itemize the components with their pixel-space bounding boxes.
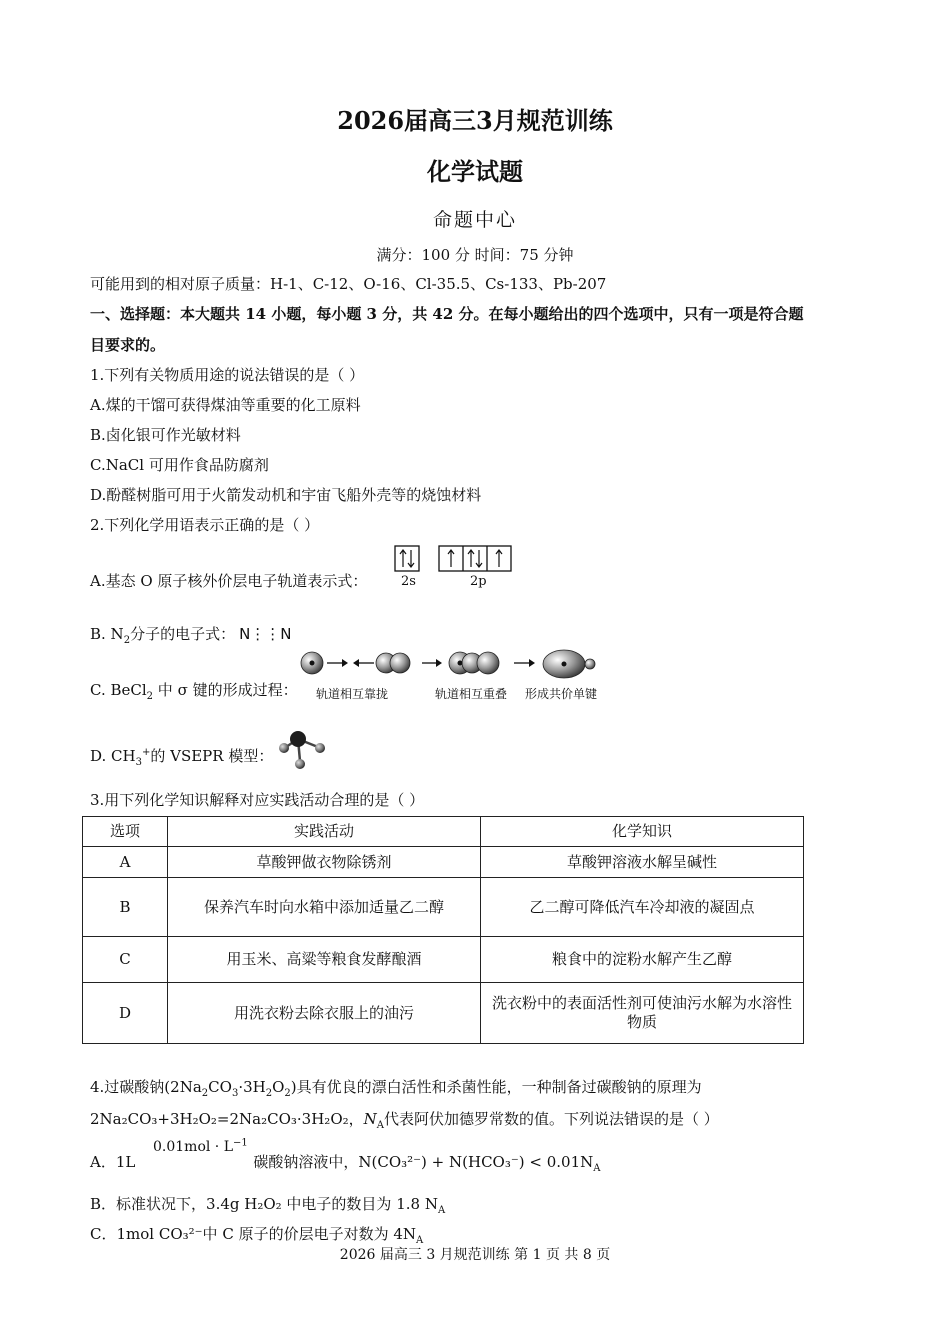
table-row (83, 937, 804, 983)
exam-title: 2026届高三3月规范训练 (337, 106, 613, 135)
q1-option-a: A.煤的干馏可获得煤油等重要的化工原料 (90, 396, 361, 414)
section-heading-line1: 一、选择题：本大题共 14 小题，每小题 3 分，共 42 分。在每小题给出的四个选项中，只有一项是符合题 (90, 305, 804, 323)
table-header-cell: 实践活动 (168, 817, 481, 847)
table-row (83, 878, 804, 937)
table-cell: 乙二醇可降低汽车冷却液的凝固点 (481, 878, 804, 937)
q2-stem: 2.下列化学用语表示正确的是（ ） (90, 516, 320, 534)
table-cell: D (83, 983, 168, 1044)
q4-stem-line1: 4.过碳酸钠$(2Na_2CO_3\cdot 3H_2O_2)$具有优良的漂白活性和杀菌性能，一种制备过碳酸钠的原理为 (90, 1078, 702, 1099)
q3-stem: 3.用下列化学知识解释对应实践活动合理的是（ ） (90, 791, 425, 809)
n2-electron-formula: N⋮⋮N (239, 625, 292, 643)
q2-option-a: A.基态 O 原子核外价层电子轨道表示式： (90, 572, 368, 590)
orbital-label-2p: 2p (470, 574, 487, 589)
table-cell: 洗衣粉中的表面活性剂可使油污水解为水溶性物质 (481, 983, 804, 1044)
table-cell: 草酸钾做衣物除锈剂 (168, 847, 481, 878)
sigma-caption-bond: 形成共价单键 (525, 687, 598, 701)
q1-stem: 1.下列有关物质用途的说法错误的是（ ） (90, 366, 365, 384)
q2-option-b: B. $N_2$分子的电子式： N⋮⋮N (90, 625, 292, 646)
table-row (83, 847, 804, 878)
table-cell: 用玉米、高粱等粮食发酵酿酒 (168, 937, 481, 983)
q4-concentration: $0.01mol \cdot L^{-1}$ (153, 1137, 248, 1155)
q4-option-a: A．1L 碳酸钠溶液中，$N(CO_3^{2-}) + N(HCO_3^-) < 0.01N_A$ (90, 1153, 601, 1174)
exam-meta: 满分：100 分 时间：75 分钟 (376, 246, 574, 264)
sigma-caption-approach: 轨道相互靠拢 (316, 687, 389, 701)
table-header-row (83, 817, 804, 847)
q1-option-d: D.酚醛树脂可用于火箭发动机和宇宙飞船外壳等的烧蚀材料 (90, 486, 482, 504)
page-footer: 2026 届高三 3 月规范训练 第 1 页 共 8 页 (339, 1247, 611, 1263)
q3-table (82, 816, 804, 1044)
section-heading-line2: 目要求的。 (90, 336, 166, 354)
table-cell: B (83, 878, 168, 937)
author-line: 命题中心 (432, 209, 517, 231)
q4-option-b: B．标准状况下，3.4g H₂O₂ 中电子的数目为 1.8 $N_A$ (90, 1195, 446, 1216)
table-row (83, 983, 804, 1044)
q4-stem-line2: 2Na₂CO₃+3H₂O₂=2Na₂CO₃·3H₂O₂，$N_A$代表阿伏加德罗常数的值。下列说法错误的是（ ） (90, 1110, 719, 1131)
table-cell: A (83, 847, 168, 878)
vsepr-model-diagram (276, 727, 328, 773)
orbital-label-2s: 2s (401, 574, 416, 589)
sigma-bond-formation-diagram (298, 648, 608, 682)
q4-option-c: C．1mol CO₃²⁻中 C 原子的价层电子对数为 $4N_A$ (90, 1225, 424, 1246)
subject-title: 化学试题 (427, 157, 523, 186)
q1-option-b: B.卤化银可作光敏材料 (90, 426, 241, 444)
table-cell: 粮食中的淀粉水解产生乙醇 (481, 937, 804, 983)
table-cell: 保养汽车时向水箱中添加适量乙二醇 (168, 878, 481, 937)
sigma-caption-overlap: 轨道相互重叠 (435, 687, 508, 701)
q2-option-d: D. $CH_3^+$的 VSEPR 模型： (90, 747, 274, 768)
atomic-masses: 可能用到的相对原子质量：H-1、C-12、O-16、Cl-35.5、Cs-133、Pb-207 (90, 275, 607, 293)
table-cell: 用洗衣粉去除衣服上的油污 (168, 983, 481, 1044)
table-header-cell: 化学知识 (481, 817, 804, 847)
q2-option-c: C. BeCl$_2$ 中 σ 键的形成过程： (90, 681, 298, 702)
table-cell: 草酸钾溶液水解呈碱性 (481, 847, 804, 878)
table-cell: C (83, 937, 168, 983)
table-header-cell: 选项 (83, 817, 168, 847)
q1-option-c: C.NaCl 可用作食品防腐剂 (90, 456, 269, 474)
